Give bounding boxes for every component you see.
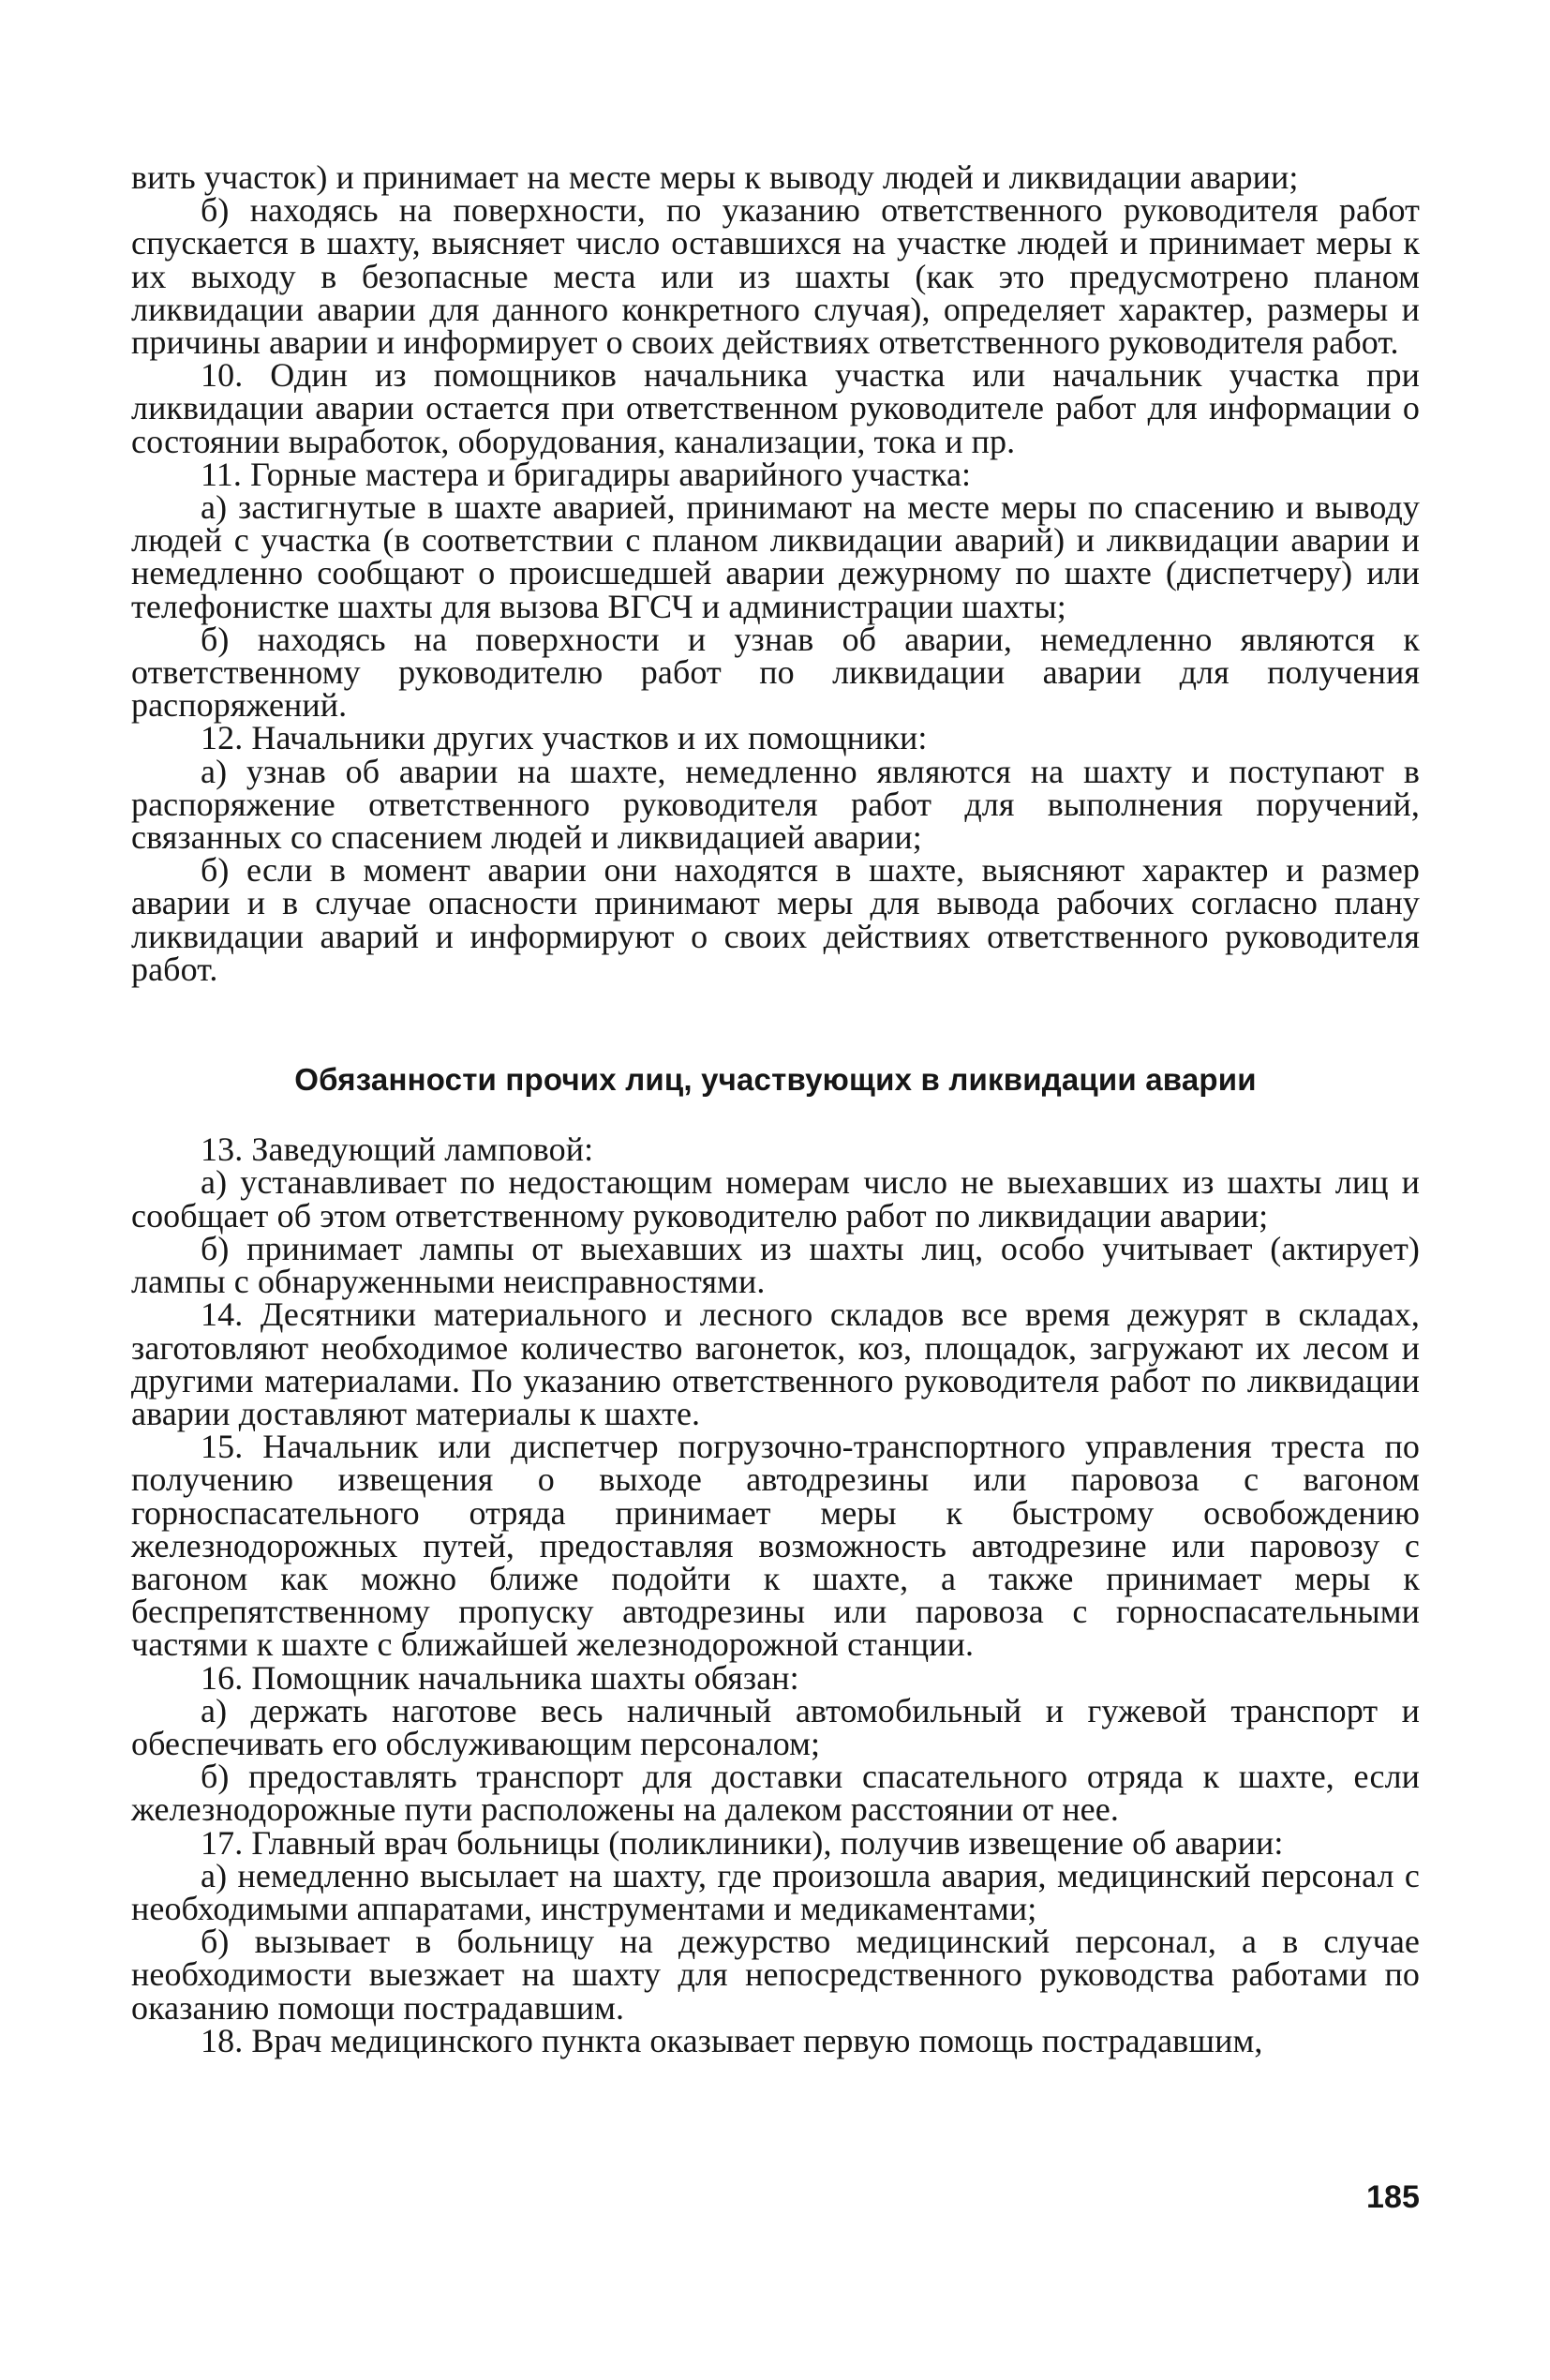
paragraph: вить участок) и принимает на месте меры к выводу людей и ликвидации аварии; [131, 158, 1299, 196]
paragraph: 17. Главный врач больницы (поликлиники), получив извещение об аварии: [201, 1823, 1284, 1862]
paragraph: б) принимает лампы от выехавших из шахты лиц, особо учитывает (актирует) лампы с обнаруженными неисправностями. [131, 1229, 1420, 1301]
paragraph: 10. Один из помощников начальника участка или начальник участка при ликвидации аварии остается при ответственном руководителе работ для информации о состоянии выработок, оборудования, канализации, тока и пр. [131, 356, 1420, 460]
paragraph: 15. Начальник или диспетчер погрузочно-транспортного управления треста по получению извещения о выходе автодрезины или паровоза с вагоном горноспасательного отряда принимает меры к быстрому освобождению железнодорожных путей, предоставляя возможность автодрезине или паровозу с вагоном как можно ближе подойти к шахте, а также принимает меры к беспрепятственному пропуску автодрезины или паровоза с горноспасательными частями к шахте с ближайшей железнодорожной станции. [131, 1428, 1420, 1664]
paragraph: а) немедленно высылает на шахту, где произошла авария, медицинский персонал с необходимыми аппаратами, инструментами и медикаментами; [131, 1856, 1420, 1927]
paragraph: 12. Начальники других участков и их помощники: [201, 719, 928, 757]
paragraph: 18. Врач медицинского пункта оказывает первую помощь пострадавшим, [201, 2021, 1263, 2059]
text-block-bottom [131, 1130, 1420, 2059]
text-block-top [131, 158, 1420, 988]
page-number: 185 [1365, 2179, 1420, 2215]
paragraph: а) узнав об аварии на шахте, немедленно являются на шахту и поступают в распоряжение ответственного руководителя работ для выполнения поручений, связанных со спасением людей и ликвидацией аварии; [131, 752, 1420, 857]
paragraph: б) если в момент аварии они находятся в шахте, выясняют характер и размер аварии и в случае опасности принимают меры для вывода рабочих согласно плану ликвидации аварий и информируют о своих действиях ответственного руководителя работ. [131, 851, 1420, 988]
paragraph: 14. Десятники материального и лесного складов все время дежурят в складах, заготовляют необходимое количество вагонеток, коз, площадок, загружают их лесом и другими материалами. По указанию ответственного руководителя работ по ликвидации аварии доставляют материалы к шахте. [131, 1295, 1420, 1432]
paragraph: 16. Помощник начальника шахты обязан: [201, 1658, 799, 1697]
paragraph: 11. Горные мастера и бригадиры аварийного участка: [201, 455, 972, 493]
paragraph: б) находясь на поверхности, по указанию ответственного руководителя работ спускается в шахту, выясняет число оставшихся на участке людей и принимает меры к их выходу в безопасные места или из шахты (как это предусмотрено планом ликвидации аварии для данного конкретного случая), определяет характер, размеры и причины аварии и информирует о своих действиях ответственного руководителя работ. [131, 191, 1420, 362]
paragraph: б) предоставлять транспорт для доставки спасательного отряда к шахте, если железнодорожные пути расположены на далеком расстоянии от нее. [131, 1758, 1420, 1829]
paragraph: а) устанавливает по недостающим номерам число не выехавших из шахты лиц и сообщает об этом ответственному руководителю работ по ликвидации аварии; [131, 1163, 1420, 1235]
paragraph: 13. Заведующий ламповой: [201, 1130, 594, 1169]
paragraph: а) застигнутые в шахте аварией, принимают на месте меры по спасению и выводу людей с участка (в соответствии с планом ликвидации аварий) и ликвидации аварии и немедленно сообщают о происшедшей аварии дежурному по шахте (диспетчеру) или телефонистке шахты для вызова ВГСЧ и администрации шахты; [131, 488, 1420, 625]
paragraph: а) держать наготове весь наличный автомобильный и гужевой транспорт и обеспечивать его обслуживающим персоналом; [131, 1691, 1420, 1762]
document-page [131, 158, 1420, 2261]
paragraph: б) находясь на поверхности и узнав об аварии, немедленно являются к ответственному руководителю работ по ликвидации аварии для получения распоряжений. [131, 620, 1420, 725]
section-heading: Обязанности прочих лиц, участвующих в ликвидации аварии [294, 1062, 1257, 1098]
paragraph: б) вызывает в больницу на дежурство медицинский персонал, а в случае необходимости выезжает на шахту для непосредственного руководства работами по оказанию помощи пострадавшим. [131, 1923, 1420, 2027]
